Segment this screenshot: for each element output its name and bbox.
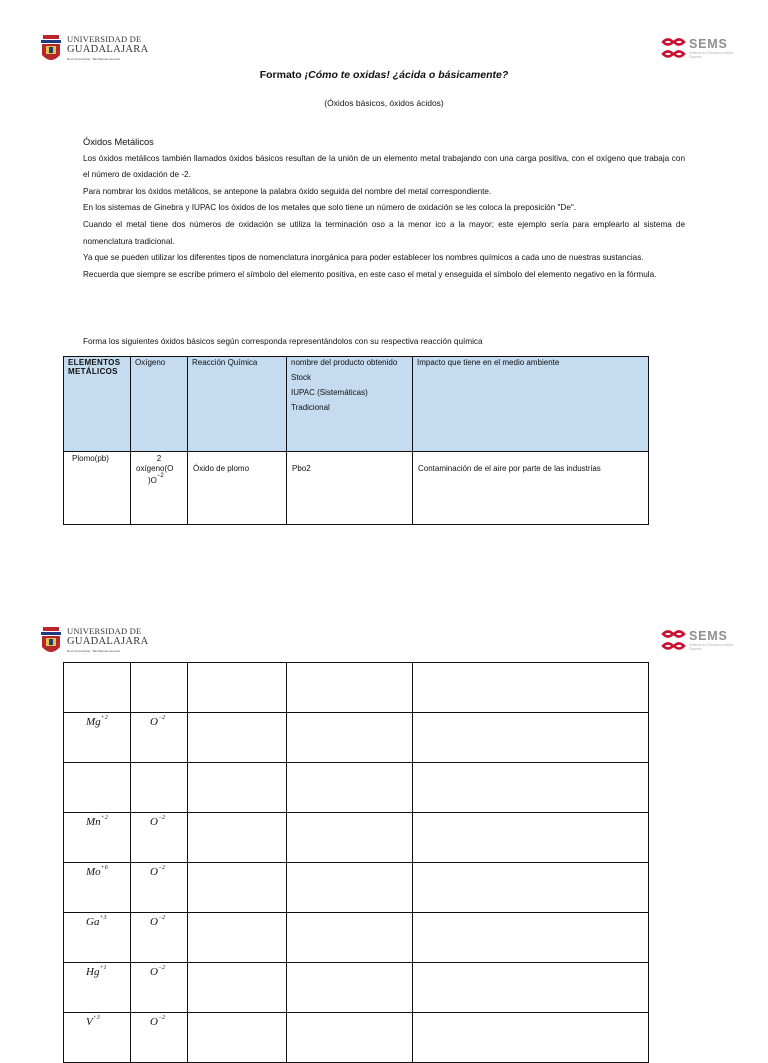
- udg-name-line1: UNIVERSIDAD DE: [67, 626, 142, 636]
- udg-seal-icon: [40, 627, 62, 657]
- cell-reaction[interactable]: [188, 663, 287, 713]
- udg-logo: [40, 627, 148, 657]
- cell-oxygen: $O^{-2}$: [131, 913, 188, 963]
- product-option-stock: Stock: [291, 373, 312, 382]
- cell-reaction[interactable]: [188, 1013, 287, 1063]
- header-product: [287, 357, 413, 452]
- cell-impact: Contaminación de el aire por parte de las industrias: [413, 452, 649, 525]
- title-italic: ¡Cómo te oxidas! ¿ácida o básicamente?: [304, 69, 509, 81]
- cell-element: [64, 663, 131, 713]
- paragraph: Cuando el metal tiene dos números de oxidación se utiliza la terminación oso a la menor ico a la mayor; este ejemplo sería para emplearlo al sistema de nomenclatura tradicional.: [83, 219, 685, 246]
- cell-reaction[interactable]: [188, 963, 287, 1013]
- cell-element: $Hg^{+1}$: [64, 963, 131, 1013]
- oxides-table-continued: [63, 662, 649, 1063]
- table-row: [64, 963, 649, 1013]
- cell-product[interactable]: [287, 1013, 413, 1063]
- cell-product[interactable]: [287, 663, 413, 713]
- cell-product[interactable]: [287, 863, 413, 913]
- cell-impact[interactable]: [413, 663, 649, 713]
- cell-product: Pbo2: [287, 452, 413, 525]
- header-oxygen: Oxígeno: [131, 357, 188, 452]
- cell-reaction[interactable]: [188, 863, 287, 913]
- cell-oxygen: $O^{-2}$: [131, 963, 188, 1013]
- udg-name-line1: UNIVERSIDAD DE: [67, 34, 142, 44]
- cell-element: Plomo(pb): [64, 452, 131, 525]
- header-impact: Impacto que tiene en el medio ambiente: [413, 357, 649, 452]
- cell-impact[interactable]: [413, 763, 649, 813]
- paragraph: Los óxidos metálicos también llamados óxidos básicos resultan de la unión de un elemento metal trabajando con una carga positiva, con el oxígeno que trabaja con el número de oxidación de -2.: [83, 153, 685, 180]
- cell-product[interactable]: [287, 813, 413, 863]
- header-product-label: nombre del producto obtenido: [291, 358, 398, 367]
- sems-mark-icon: [661, 630, 686, 652]
- section-title: Óxidos Metálicos: [83, 137, 154, 147]
- sems-logo: [661, 38, 739, 60]
- document-title: [0, 69, 768, 81]
- header-reaction: Reacción Química: [188, 357, 287, 452]
- cell-product[interactable]: [287, 713, 413, 763]
- sems-name: SEMS: [689, 37, 728, 51]
- paragraph: En los sistemas de Ginebra y IUPAC los óxidos de los metales que solo tiene un número de oxidación se les coloca la preposición "De".: [83, 203, 577, 213]
- document-subtitle: (Óxidos básicos, óxidos ácidos): [324, 98, 444, 108]
- cell-product[interactable]: [287, 763, 413, 813]
- sems-subtitle: Sistema de Educación Media Superior: [689, 642, 733, 651]
- udg-logo: [40, 35, 148, 65]
- cell-oxygen: [131, 452, 188, 525]
- cell-reaction[interactable]: [188, 813, 287, 863]
- paragraph: Para nombrar los óxidos metálicos, se antepone la palabra óxido seguida del nombre del metal correspondiente.: [83, 186, 492, 196]
- sems-logo: [661, 630, 739, 652]
- udg-tagline: Red Universitaria · Bachillerato General: [67, 649, 120, 653]
- cell-oxygen: [131, 763, 188, 813]
- paragraph: Ya que se pueden utilizar los diferentes tipos de nomenclatura inorgánica para poder establecer los nombres químicos a cada uno de nuestras sustancias.: [83, 253, 644, 263]
- oxygen-coef: 2: [156, 454, 162, 463]
- cell-element: $Mn^{+2}$: [64, 813, 131, 863]
- table-row: [64, 913, 649, 963]
- cell-oxygen: $O^{-2}$: [131, 713, 188, 763]
- table-header-row: [64, 357, 649, 452]
- udg-tagline: Red Universitaria · Bachillerato General: [67, 57, 120, 61]
- cell-element: [64, 763, 131, 813]
- cell-impact[interactable]: [413, 813, 649, 863]
- cell-reaction[interactable]: [188, 913, 287, 963]
- cell-impact[interactable]: [413, 913, 649, 963]
- udg-name-line2: GUADALAJARA: [67, 635, 149, 647]
- sems-name: SEMS: [689, 629, 728, 643]
- table-row: [64, 1013, 649, 1063]
- instruction-text: Forma los siguientes óxidos básicos según corresponda representándolos con su respectiva reacción química: [83, 337, 483, 346]
- udg-seal-icon: [40, 35, 62, 65]
- oxygen-formula: )$O^{-2}$: [148, 473, 164, 486]
- oxides-table: [63, 356, 649, 525]
- cell-reaction[interactable]: [188, 713, 287, 763]
- product-option-iupac: IUPAC (Sistemáticas): [291, 388, 368, 397]
- cell-impact[interactable]: [413, 863, 649, 913]
- table-row: [64, 763, 649, 813]
- cell-impact[interactable]: [413, 713, 649, 763]
- table-row: [64, 452, 649, 525]
- table-row: [64, 813, 649, 863]
- cell-element: $Ga^{+3}$: [64, 913, 131, 963]
- oxygen-name: oxígeno(O: [136, 463, 174, 473]
- sems-mark-icon: [661, 38, 686, 60]
- cell-oxygen: [131, 663, 188, 713]
- paragraph: Recuerda que siempre se escribe primero el símbolo del elemento positiva, en este caso el metal y enseguida el símbolo del elemento negativo en la fórmula.: [83, 269, 657, 279]
- title-prefix: Formato: [259, 69, 305, 81]
- udg-name-line2: GUADALAJARA: [67, 43, 149, 55]
- cell-product[interactable]: [287, 913, 413, 963]
- sems-subtitle: Sistema de Educación Media Superior: [689, 50, 733, 59]
- cell-impact[interactable]: [413, 963, 649, 1013]
- cell-element: $Mo^{+6}$: [64, 863, 131, 913]
- cell-element: $V^{+3}$: [64, 1013, 131, 1063]
- cell-impact[interactable]: [413, 1013, 649, 1063]
- header-elements: ELEMENTOS METÁLICOS: [64, 357, 131, 452]
- cell-reaction[interactable]: [188, 763, 287, 813]
- cell-element: $Mg^{+2}$: [64, 713, 131, 763]
- cell-reaction: Óxido de plomo: [188, 452, 287, 525]
- table-row: [64, 663, 649, 713]
- cell-oxygen: $O^{-2}$: [131, 863, 188, 913]
- body-text: [83, 134, 685, 283]
- cell-oxygen: $O^{-2}$: [131, 813, 188, 863]
- cell-product[interactable]: [287, 963, 413, 1013]
- table-row: [64, 713, 649, 763]
- table-row: [64, 863, 649, 913]
- cell-oxygen: $O^{-2}$: [131, 1013, 188, 1063]
- product-option-tradicional: Tradicional: [291, 403, 330, 412]
